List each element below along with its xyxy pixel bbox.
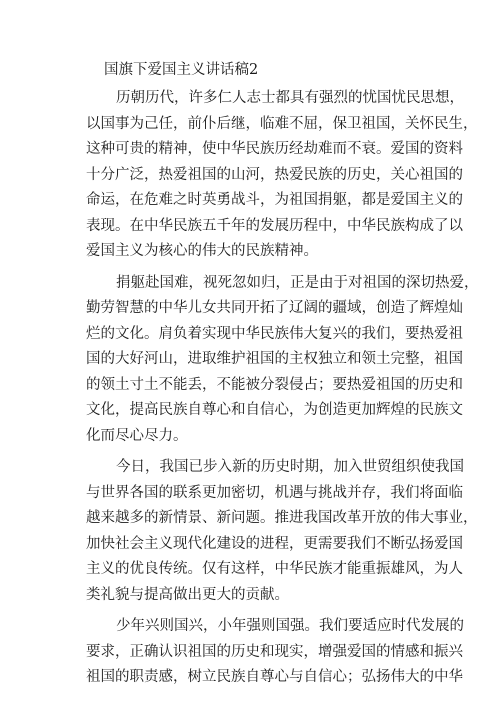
text-line: 勤劳智慧的中华儿女共同开拓了辽阔的疆域，创造了辉煌灿 [86, 300, 463, 316]
text-line: 国的大好河山，进取维护祖国的主权独立和领土完整，祖国 [86, 351, 463, 367]
text-line: 捐躯赴国难，视死忽如归，正是由于对祖国的深切热爱， [116, 274, 479, 291]
text-line: 文化，提高民族自尊心和自信心，为创造更加辉煌的民族文 [86, 402, 463, 418]
text-line: 历朝历代，许多仁人志士都具有强烈的忧国忧民思想， [116, 90, 464, 106]
text-line: 化而尽心尽力。 [86, 427, 188, 444]
paragraph-3 [86, 455, 478, 608]
document-page [86, 60, 479, 697]
text-line: 的领土寸土不能丢，不能被分裂侵占；要热爱祖国的历史和 [86, 376, 463, 393]
text-line: 加快社会主义现代化建设的进程，更需要我们不断弘扬爱国 [86, 535, 463, 552]
text-line: 以国事为己任，前仆后继，临难不屈，保卫祖国，关怀民生， [86, 115, 478, 132]
text-line: 命运，在危难之时英勇战斗，为祖国捐躯，都是爱国主义的 [86, 192, 463, 208]
text-line: 今日，我国已步入新的历史时期，加入世贸组织使我国 [116, 459, 464, 475]
text-line: 越来越多的新情景、新问题。推进我国改革开放的伟大事业， [86, 510, 478, 526]
text-line: 这种可贵的精神，使中华民族历经劫难而不衰。爱国的资料 [86, 141, 463, 157]
text-line: 主义的优良传统。仅有这样，中华民族才能重振雄风，为人 [86, 561, 463, 577]
paragraph-1 [86, 86, 478, 265]
paragraph-2 [86, 271, 479, 450]
text-line: 爱国主义为核心的伟大的民族精神。 [86, 243, 318, 259]
text-line: 要求，正确认识祖国的历史和现实，增强爱国的情感和振兴 [86, 643, 463, 660]
text-line: 烂的文化。肩负着实现中华民族伟大复兴的我们，要热爱祖 [86, 325, 463, 342]
document-title: 国旗下爱国主义讲话稿2 [104, 62, 259, 78]
text-line: 少年兴则国兴，小年强则国强。我们要适应时代发展的 [116, 618, 464, 634]
text-line: 十分广泛，热爱祖国的山河，热爱民族的历史，关心祖国的 [86, 166, 463, 183]
text-line: 与世界各国的联系更加密切，机遇与挑战并存，我们将面临 [86, 484, 463, 501]
text-line: 祖国的职责感，树立民族自尊心与自信心；弘扬伟大的中华 [86, 669, 463, 685]
text-line: 表现。在中华民族五千年的发展历程中，中华民族构成了以 [86, 217, 463, 234]
text-line: 类礼貌与提高做出更大的贡献。 [86, 586, 289, 603]
paragraph-4 [86, 614, 464, 691]
